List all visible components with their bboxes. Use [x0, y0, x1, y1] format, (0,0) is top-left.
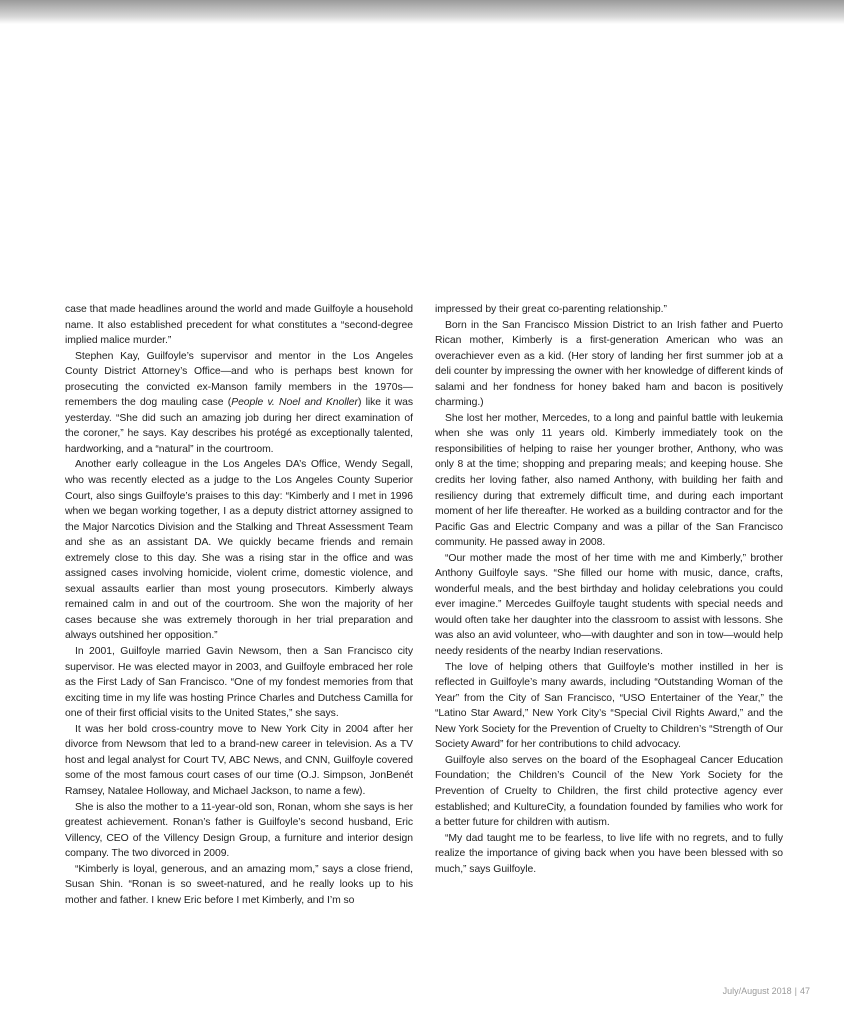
footer-separator: |: [794, 986, 797, 996]
body-paragraph: [435, 753, 783, 831]
page-number: 47: [799, 986, 810, 996]
body-paragraph: [65, 722, 413, 800]
paragraph-text: In 2001, Guilfoyle married Gavin Newsom, then a San Francisco city supervisor. He was elected mayor in 2003, and Guilfoyle embraced her role as the First Lady of San Francisco. “One of my fondest memories from that exciting time in my life was hosting Prince Charles and Dutchess Camilla for one of their first official visits to the United States,” she says.: [65, 646, 413, 720]
issue-date: July/August 2018: [722, 986, 792, 996]
body-paragraph: [435, 411, 783, 551]
article-column-left: [65, 302, 413, 908]
body-paragraph: [65, 349, 413, 458]
paragraph-text: “Our mother made the most of her time with me and Kimberly,” brother Anthony Guilfoyle says. “She filled our home with music, dance, crafts, wonderful meals, and the best birthday and holiday celebrations you could ever imagine.” Mercedes Guilfoyle taught students with special needs and would often take her daughter into the classroom to assist with lessons. She was also an avid volunteer, who—with daughter and son in tow—would help needy residents of the nearby Indian reservations.: [435, 552, 783, 658]
paragraph-text: Another early colleague in the Los Angeles DA’s Office, Wendy Segall, who was recently elected as a judge to the Los Angeles County Superior Court, also sings Guilfoyle’s praises to this day: “Kimberly and I met in 1996 when we began working together, I as a deputy district attorney assigned to the Major Narcotics Division and the Stalking and Threat Assessment Team and she as an assistant DA. We quickly became friends and remain extremely close to this day. She was a rising star in the office and was assigned cases involving homicide, violent crime, domestic violence, and sexual assaults earlier than most young prosecutors. Kimberly always remained calm in and out of the courtroom. She won the majority of her cases because she was extremely thorough in her trial preparation and always outshined her opposition.”: [65, 459, 413, 642]
body-paragraph: [435, 551, 783, 660]
paragraph-text: “Kimberly is loyal, generous, and an amazing mom,” says a close friend, Susan Shin. “Ronan is so sweet-natured, and he really looks up to his mother and father. I knew Eric before I met Kimberly, and I’m so: [65, 863, 413, 906]
italic-case-name: People v. Noel and Knoller: [231, 397, 358, 409]
paragraph-text: impressed by their great co-parenting relationship.”: [435, 304, 667, 315]
paragraph-text: She lost her mother, Mercedes, to a long and painful battle with leukemia when she was only 11 years old. Kimberly immediately took on the responsibilities of helping to raise her younger brother, Anthony, who was only 8 at the time; shopping and preparing meals; and keeping house. She credits her loving father, also named Anthony, with building her faith and resiliency during that extremely difficult time, and during each important moment of her life thereafter. He worked as a building contractor and for the Pacific Gas and Electric Company and was a pillar of the San Francisco community. He passed away in 2008.: [435, 412, 783, 549]
page-footer: [723, 986, 810, 996]
paragraph-text: She is also the mother to a 11-year-old son, Ronan, whom she says is her greatest achievement. Ronan’s father is Guilfoyle’s second husband, Eric Villency, CEO of the Villency Design Group, a furniture and interior design company. The two divorced in 2009.: [65, 801, 413, 860]
body-paragraph: [435, 660, 783, 753]
body-paragraph: [65, 862, 413, 909]
paragraph-text: The love of helping others that Guilfoyle’s mother instilled in her is reflected in Guilfoyle’s many awards, including “Outstanding Woman of the Year” from the City of San Francisco, “USO Entertainer of the Year,” the “Latino Star Award,” New York City’s “Special Civil Rights Award,” and the New York Society for the Prevention of Cruelty to Children’s “Strength of Our Society Award” for her contributions to child advocacy.: [435, 661, 783, 751]
body-paragraph: [65, 644, 413, 722]
article-column-right: [435, 302, 783, 877]
body-paragraph: [435, 302, 783, 318]
body-paragraph: [435, 831, 783, 878]
paragraph-text: Born in the San Francisco Mission District to an Irish father and Puerto Rican mother, Kimberly is a first-generation American who was an overachiever even as a kid. (Her story of landing her first summer job at a deli counter by impressing the owner with her knowledge of different kinds of salami and her fondness for honey baked ham and bacon is positively charming.): [435, 319, 783, 409]
paragraph-text: “My dad taught me to be fearless, to live life with no regrets, and to fully realize the importance of giving back when you have been blessed with so much,” says Guilfoyle.: [435, 832, 783, 875]
paragraph-text: Guilfoyle also serves on the board of the Esophageal Cancer Education Foundation; the Children’s Council of the New York Society for the Prevention of Cruelty to Children, the first child protective agency ever established; and KultureCity, a foundation founded by families who work for a better future for children with autism.: [435, 754, 783, 829]
paragraph-text: ) like it was yesterday. “She did such an amazing job during her direct examination of the coroner,” he says. Kay describes his protégé as exceptionally talented, hardworking, and a “natural” in the courtroom.: [65, 397, 414, 455]
body-paragraph: [435, 318, 783, 411]
body-paragraph: [65, 302, 413, 349]
window-top-shade: [0, 0, 844, 24]
paragraph-text: Stephen Kay, Guilfoyle’s supervisor and mentor in the Los Angeles County District Attorney’s Office—and who is perhaps best known for prosecuting the convicted ex-Manson family members in the 1970s—remembers the dog mauling case (: [65, 350, 413, 409]
body-paragraph: [65, 800, 413, 862]
paragraph-text: case that made headlines around the world and made Guilfoyle a household name. It also established precedent for what constitutes a “second-degree implied malice murder.”: [65, 304, 413, 347]
paragraph-text: It was her bold cross-country move to New York City in 2004 after her divorce from Newsom that led to a brand-new career in television. As a TV host and legal analyst for Court TV, ABC News, and CNN, Guilfoyle covered some of the most famous court cases of our time (O.J. Simpson, JonBenét Ramsey, Natalee Holloway, and Michael Jackson, to name a few).: [65, 723, 413, 797]
body-paragraph: [65, 457, 413, 644]
